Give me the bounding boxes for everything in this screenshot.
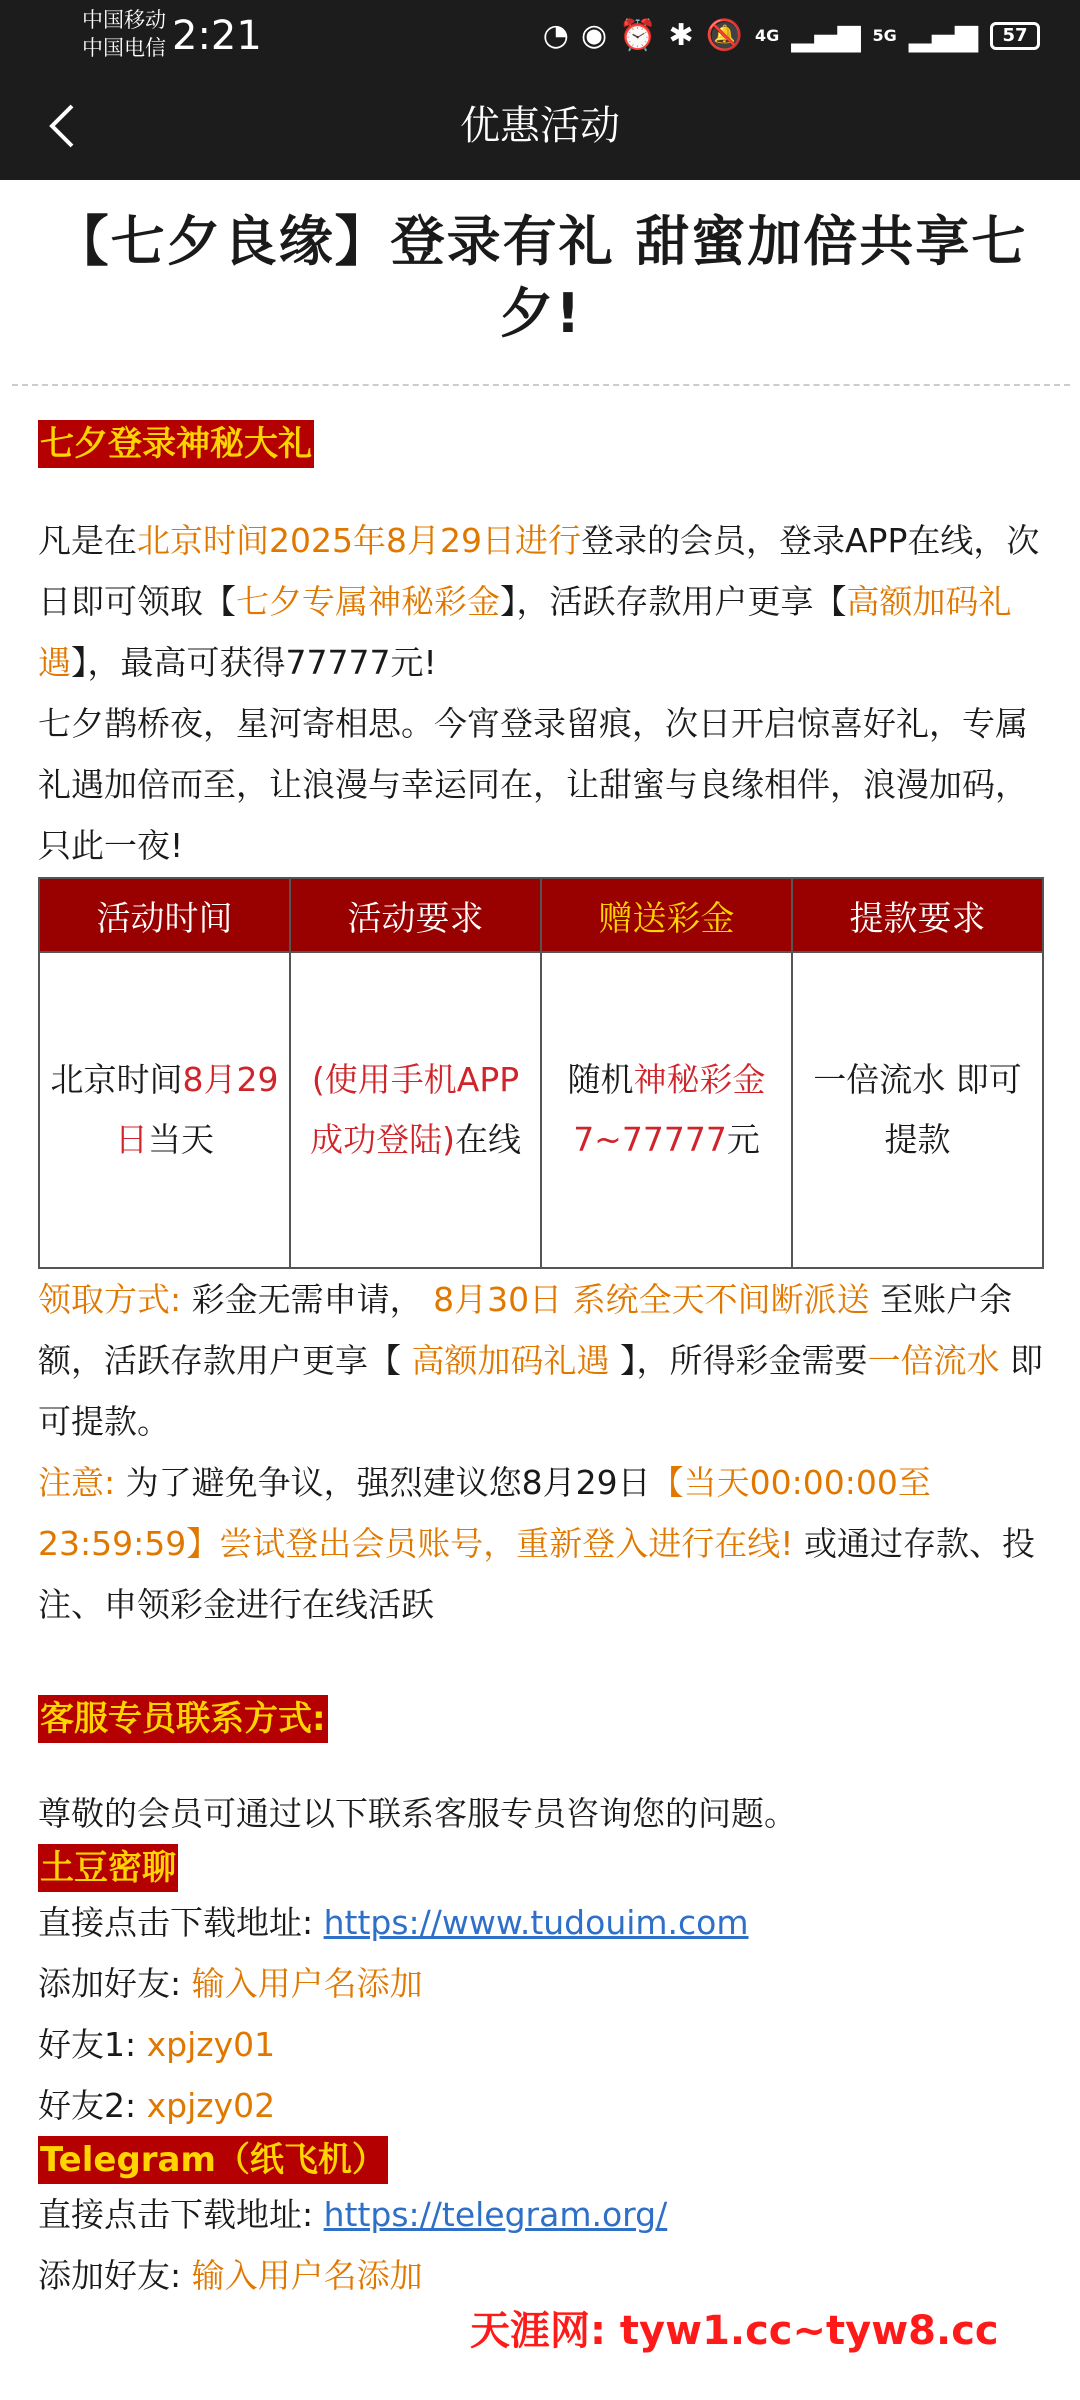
tudou-add-line <box>38 1953 1044 2014</box>
cell-bonus-c: 元 <box>726 1120 760 1159</box>
status-bar <box>0 0 1080 72</box>
note-highlight: 【当天00:00:00至23:59:59】尝试登出会员账号，重新登入进行在线! <box>38 1463 931 1563</box>
telegram-download-link[interactable]: https://telegram.org/ <box>323 2195 668 2234</box>
cell-time-a: 北京时间 <box>50 1060 183 1099</box>
carrier-1: 中国移动 <box>82 8 166 32</box>
carrier-2: 中国电信 <box>82 36 166 60</box>
status-icons <box>543 16 1040 56</box>
cell-bonus-a: 随机 <box>567 1060 634 1099</box>
battery-icon: 57 <box>990 22 1040 50</box>
p1-text-e: 】，活跃存款用户更享【 <box>500 582 847 621</box>
friend1-label: 好友1: <box>38 2025 147 2064</box>
p1-extra-highlight: 高额加码礼遇 <box>38 582 1012 682</box>
claim-text-e: 】，所得彩金需要 <box>609 1341 868 1380</box>
bluetooth-vibrate-icon: ✱ <box>668 18 694 53</box>
note-text-c: 或通过存款、投注、申领彩金进行在线活跃 <box>38 1524 1035 1624</box>
friend1-value: xpjzy01 <box>146 2025 276 2064</box>
claim-text-a: 彩金无需申请， <box>181 1280 434 1319</box>
table-cell-bonus <box>541 952 792 1268</box>
page-header-title: 优惠活动 <box>460 103 620 149</box>
carrier-info <box>82 6 166 62</box>
alarm-icon: ⏰ <box>619 18 657 53</box>
watermark: 天涯网: tyw1.cc~tyw8.cc <box>470 2308 999 2354</box>
p1-text-g: 】，最高可获得77777元! <box>71 643 437 682</box>
table-cell-time <box>39 952 290 1268</box>
divider <box>12 384 1070 386</box>
table-cell-withdrawal: 一倍流水 即可提款 <box>792 952 1043 1268</box>
tudou-download-label: 直接点击下载地址: <box>38 1903 324 1942</box>
table-header-row <box>39 878 1043 952</box>
claim-label: 领取方式: <box>38 1280 182 1319</box>
p1-date-highlight: 北京时间2025年8月29日进行 <box>137 521 581 560</box>
tudou-add-label: 添加好友: <box>38 1964 192 2003</box>
telegram-add-label: 添加好友: <box>38 2256 192 2295</box>
cell-req-b: 在线 <box>454 1120 521 1159</box>
cell-time-date: 8月29日 <box>115 1060 279 1159</box>
p1-text-a: 凡是在 <box>38 521 137 560</box>
telegram-heading: Telegram（纸飞机） <box>38 2136 388 2184</box>
mute-bell-icon: 🔕 <box>705 18 744 53</box>
description-paragraph: 七夕鹊桥夜，星河寄相思。今宵登录留痕，次日开启惊喜好礼，专属礼遇加倍而至，让浪漫与幸运同在，让甜蜜与良缘相伴，浪漫加码，只此一夜! <box>38 704 1028 865</box>
tudou-add-value: 输入用户名添加 <box>191 1964 423 2003</box>
table-header-bonus: 赠送彩金 <box>541 878 792 952</box>
cell-req-highlight: (使用手机APP成功登陆) <box>310 1060 520 1159</box>
page-title: 【七夕良缘】登录有礼 甜蜜加倍共享七夕! <box>54 210 1028 345</box>
table-header-withdrawal: 提款要求 <box>792 878 1043 952</box>
promo-table <box>38 877 1044 1269</box>
signal-bars-icon: ▂▄▆ <box>791 18 861 53</box>
table-header-requirement: 活动要求 <box>290 878 541 952</box>
tudou-download-line <box>38 1892 1044 1953</box>
friend2-label: 好友2: <box>38 2086 147 2125</box>
signal-4g-icon: 4G <box>755 26 780 45</box>
section-heading-gift: 七夕登录神秘大礼 <box>38 420 314 468</box>
intro-paragraph <box>38 510 1044 693</box>
friend2-value: xpjzy02 <box>146 2086 276 2125</box>
section-heading-contact: 客服专员联系方式: <box>38 1695 328 1743</box>
signal-bars-icon-2: ▂▄▆ <box>908 18 978 53</box>
signal-5g-icon: 5G <box>872 26 897 45</box>
telegram-add-value: 输入用户名添加 <box>191 2256 423 2295</box>
table-row <box>39 952 1043 1268</box>
claim-date-highlight: 8月30日 系统全天不间断派送 <box>433 1280 870 1319</box>
cell-time-c: 当天 <box>148 1120 214 1159</box>
table-cell-requirement <box>290 952 541 1268</box>
telegram-add-line <box>38 2245 1044 2306</box>
claim-turnover-highlight: 一倍流水 <box>867 1341 1000 1380</box>
telegram-download-line <box>38 2184 1044 2245</box>
nav-bar <box>0 72 1080 180</box>
article-content <box>38 180 1044 2306</box>
claim-paragraph <box>38 1269 1044 1452</box>
p1-text-c: 登录的会员，登录APP在线，次日即可领取【 <box>38 521 1040 621</box>
cell-bonus-highlight: 神秘彩金7~77777 <box>573 1060 766 1159</box>
telegram-download-label: 直接点击下载地址: <box>38 2195 324 2234</box>
note-label: 注意: <box>38 1463 116 1502</box>
note-paragraph <box>38 1452 1044 1635</box>
table-header-time: 活动时间 <box>39 878 290 952</box>
tudou-friend1-line <box>38 2014 1044 2075</box>
claim-text-g: 即可提款。 <box>38 1341 1043 1441</box>
contact-intro: 尊敬的会员可通过以下联系客服专员咨询您的问题。 <box>38 1794 797 1833</box>
claim-text-c: 至账户余额，活跃存款用户更享【 <box>38 1280 1013 1380</box>
tudou-friend2-line <box>38 2075 1044 2136</box>
p1-bonus-highlight: 七夕专属神秘彩金 <box>236 582 500 621</box>
tudou-download-link[interactable]: https://www.tudouim.com <box>323 1903 749 1942</box>
status-time: 2:21 <box>172 13 262 59</box>
note-text-a: 为了避免争议，强烈建议您8月29日 <box>115 1463 651 1502</box>
speed-icon: ◔ <box>542 18 569 53</box>
tudou-heading: 土豆密聊 <box>38 1844 178 1892</box>
claim-extra-highlight: 高额加码礼遇 <box>411 1341 610 1380</box>
eye-icon: ◉ <box>580 18 608 53</box>
